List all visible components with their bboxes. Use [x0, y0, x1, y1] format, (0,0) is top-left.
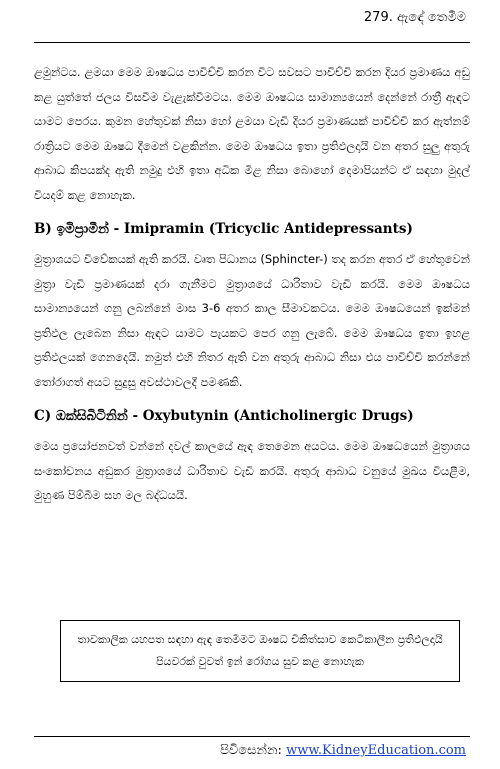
- paragraph-2: මුත්‍රාශයට විවේකයක් ඇති කරයි. වෘත පිධානය (Sphincter-) තද කරන අතර ඒ හේතුවෙන් මුත්‍රා වැඩි ප්‍රමාණයක් දරා ගැනීමට මුත්‍රාශයේ ධාරිතාව වැඩි කරයි. මෙම ඖෂධය සාමාන්‍යයෙන් ගනු ලබන්නේ මාස 3-6 අතර කාල සීමාවකටය. මෙම ඖෂධයෙන් ඉක්මන් ප්‍රතිඵල ලැබෙන නිසා ඇඳට යාමට පැයකට පෙර ගනු ලැබේ. මෙම ඖෂධය ඉතා ඉහළ ප්‍රතිඵලයක් ගෙනදෙයි. නමුත් එහි නිතර ඇති වන අතුරු ආබාධ නිසා එය පාවිච්චි කරන්නේ තෝරාගත් අයට සුදුසු අවස්ථාවලදී පමණකි.: [34, 252, 470, 389]
- header-rule: [34, 42, 470, 43]
- main-content: [34, 60, 470, 508]
- footer-label: පිවිසෙන්න:: [220, 743, 287, 758]
- paragraph-1: ළමුන්ටය. ළමයා මෙම ඖෂධය පාවිච්චි කරන විට සවසට පාවිච්චි කරන දියර ප්‍රමාණය අඩු කළ යුත්තේ ජලය විසවීම වැළැක්වීමටය. මෙම ඖෂධය සාමාන්‍යයෙන් දෙන්නේ රාත්‍රී ඇඳට යාමට පෙරය. කුමන හේතුවක් නිසා හෝ ළමයා වැඩි දියර ප්‍රමාණයක් පාවිච්චි කර ඇත්නම් රාත්‍රියට මෙම ඖෂධ දීමෙන් වළකින්න. මෙම ඖෂධය ඉතා ප්‍රතිඵලදායි වන අතර සුලු අතුරු ආබාධ කිපයක්ද ඇති නමුදු එහි ඉතා අධික මිළ නිසා බොහෝ දෙමාපියන්ට ඒ සඳහා මුදල් වියදම් කළ නොහැක.: [34, 65, 470, 202]
- footer: [220, 743, 466, 758]
- section-heading-c: C) ඔක්සිබිටිනින් - Oxybutynin (Anticholinergic Drugs): [34, 408, 414, 424]
- paragraph-3: මෙය ප්‍රයෝජනවත් වන්නේ දවල් කාලයේ ඇඳ තෙමෙන අයටය. මෙම ඖෂධයෙන් මුත්‍රාශය සංකෝචනය අඩුකර මුත්‍රාශයේ ධාරිතාව වැඩි කරයි. අතුරු ආබාධ වනුයේ මුඛය වියළීම, මුහුණ පිම්බීම සහ මල බද්ධයයි.: [34, 439, 470, 502]
- website-link[interactable]: www.KidneyEducation.com: [286, 743, 466, 758]
- running-header: 279. ඇඳේ තෙමීම: [363, 10, 466, 25]
- footer-rule: [34, 736, 470, 737]
- note-box: [60, 620, 460, 682]
- note-box-text: තාවකාලික යහපත සඳහා ඇඳ තෙමීමට ඖෂධ චිකිත්සාව කෙටිකාලීන ප්‍රතිඵලදායි පියවරක් වුවත් ඉන් රෝගය සුව කළ නොහැක: [77, 633, 443, 668]
- section-heading-b: B) ඉමිප්‍රාමීන් - Imipramin (Tricyclic Antidepressants): [34, 221, 413, 237]
